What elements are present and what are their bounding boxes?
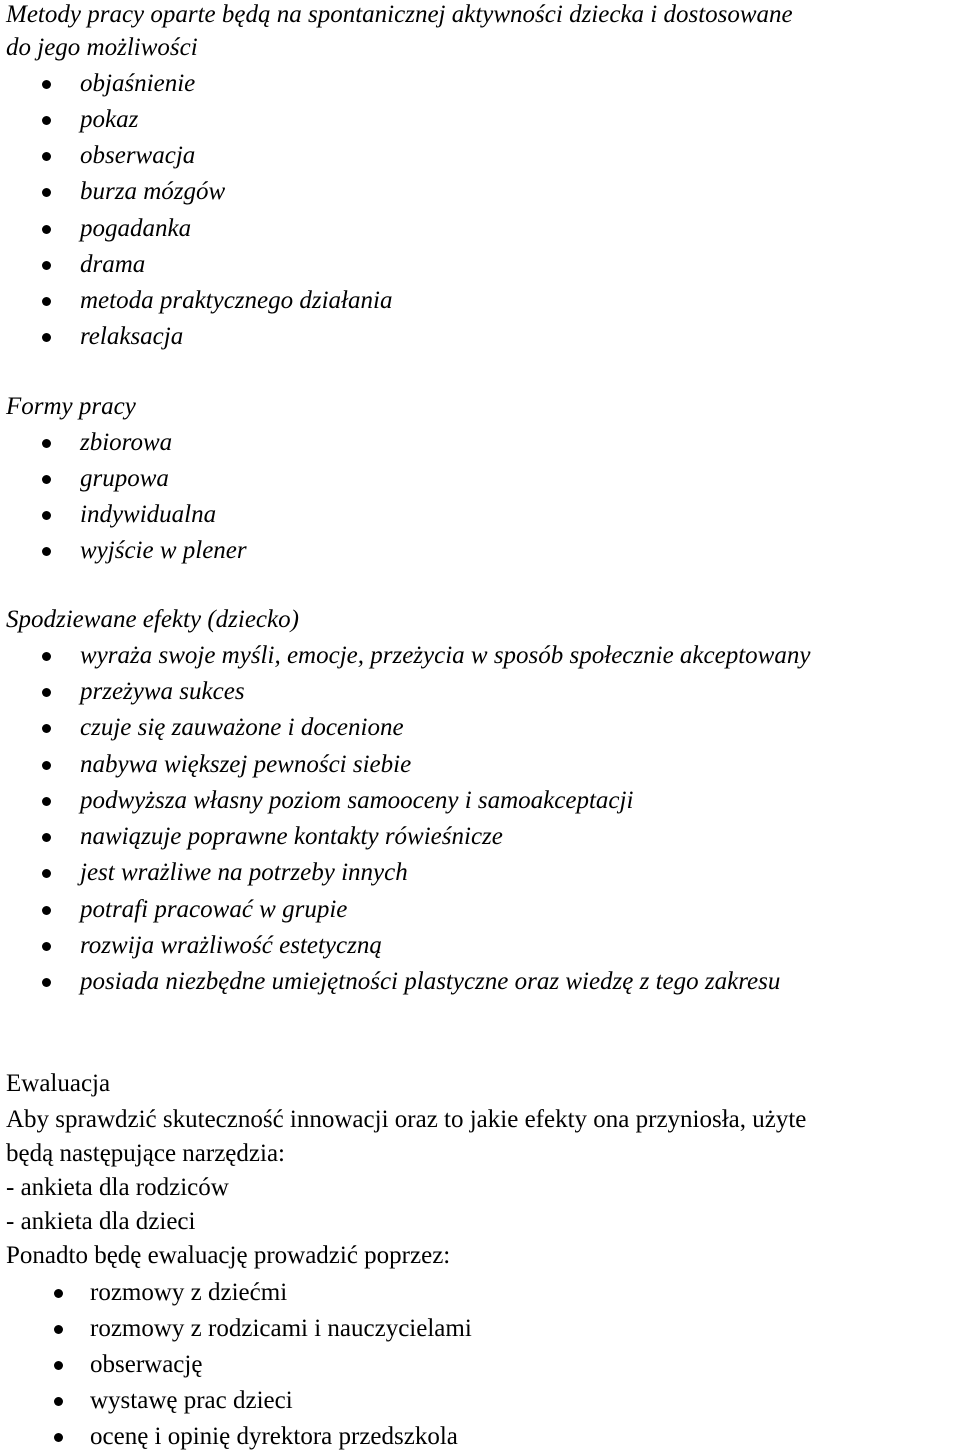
bullet-icon	[54, 1433, 63, 1442]
bullet-icon	[42, 833, 51, 842]
document-page: Metody pracy oparte będą na spontanicznej aktywności dziecka i dostosowane do jego możliwości objaśnienie pokaz obserwacja burza mózgów pogadanka drama metoda praktycznego działania relaksacja Formy pracy zbiorowa grupowa indywidualna wyjście w plener Spodziewane efekty (dziecko) wyraża swoje myśli, emocje, przeżycia w sposób społecznie akceptowany przeżywa sukces czuje się zauważone i docenione nabywa większej pewności siebie podwyższa własny poziom samooceny i samoakceptacji nawiązuje poprawne kontakty rówieśnicze jest wrażliwe na potrzeby innych potrafi pracować w grupie rozwija wrażliwość estetyczną posiada niezbędne umiejętności plastyczne oraz wiedzę z tego zakresu Ewaluacja Aby sprawdzić skuteczność innowacji oraz to jakie efekty ona przyniosła, użyte będą następujące narzędzia: - ankieta dla rodziców - ankieta dla dzieci Ponadto będę ewaluację prowadzić poprzez: rozmowy z dziećmi rozmowy z rodzicami i nauczycielami obserwację wystawę prac dzieci ocenę i opinię dyrektora przedszkola	[6, 1, 811, 1450]
evaluation-text-line2: będą następujące narzędzia:	[6, 1140, 285, 1167]
bullet-icon	[54, 1325, 63, 1334]
bullet-icon	[42, 261, 51, 270]
evaluation-tool-parents: - ankieta dla rodziców	[6, 1174, 229, 1201]
bullet-icon	[42, 978, 51, 987]
bullet-icon	[42, 475, 51, 484]
methods-intro-line1: Metody pracy oparte będą na spontanicznej aktywności dziecka i dostosowane	[6, 1, 793, 28]
bullet-icon	[42, 297, 51, 306]
bullet-icon	[42, 906, 51, 915]
bullet-icon	[42, 116, 51, 125]
forms-heading: Formy pracy	[6, 393, 136, 420]
bullet-icon	[42, 869, 51, 878]
bullet-icon	[42, 188, 51, 197]
evaluation-heading: Ewaluacja	[6, 1070, 111, 1097]
bullet-icon	[42, 152, 51, 161]
bullet-icon	[42, 547, 51, 556]
bullet-icon	[42, 333, 51, 342]
bullet-icon	[42, 761, 51, 770]
evaluation-tool-children: - ankieta dla dzieci	[6, 1208, 196, 1235]
bullet-icon	[54, 1361, 63, 1370]
evaluation-text-line1: Aby sprawdzić skuteczność innowacji oraz to jakie efekty ona przyniosła, użyte	[6, 1106, 807, 1133]
effects-heading: Spodziewane efekty (dziecko)	[6, 606, 299, 633]
bullet-icon	[42, 942, 51, 951]
bullet-icon	[54, 1397, 63, 1406]
bullet-icon	[42, 724, 51, 733]
bullet-icon	[42, 225, 51, 234]
methods-intro-line2: do jego możliwości	[6, 34, 198, 61]
evaluation-text-line3: Ponadto będę ewaluację prowadzić poprzez:	[6, 1242, 451, 1269]
bullet-icon	[42, 797, 51, 806]
bullet-icon	[42, 80, 51, 89]
bullet-icon	[42, 652, 51, 661]
bullet-icon	[42, 688, 51, 697]
bullet-icon	[42, 511, 51, 520]
bullet-icon	[54, 1289, 63, 1298]
bullet-icon	[42, 439, 51, 448]
